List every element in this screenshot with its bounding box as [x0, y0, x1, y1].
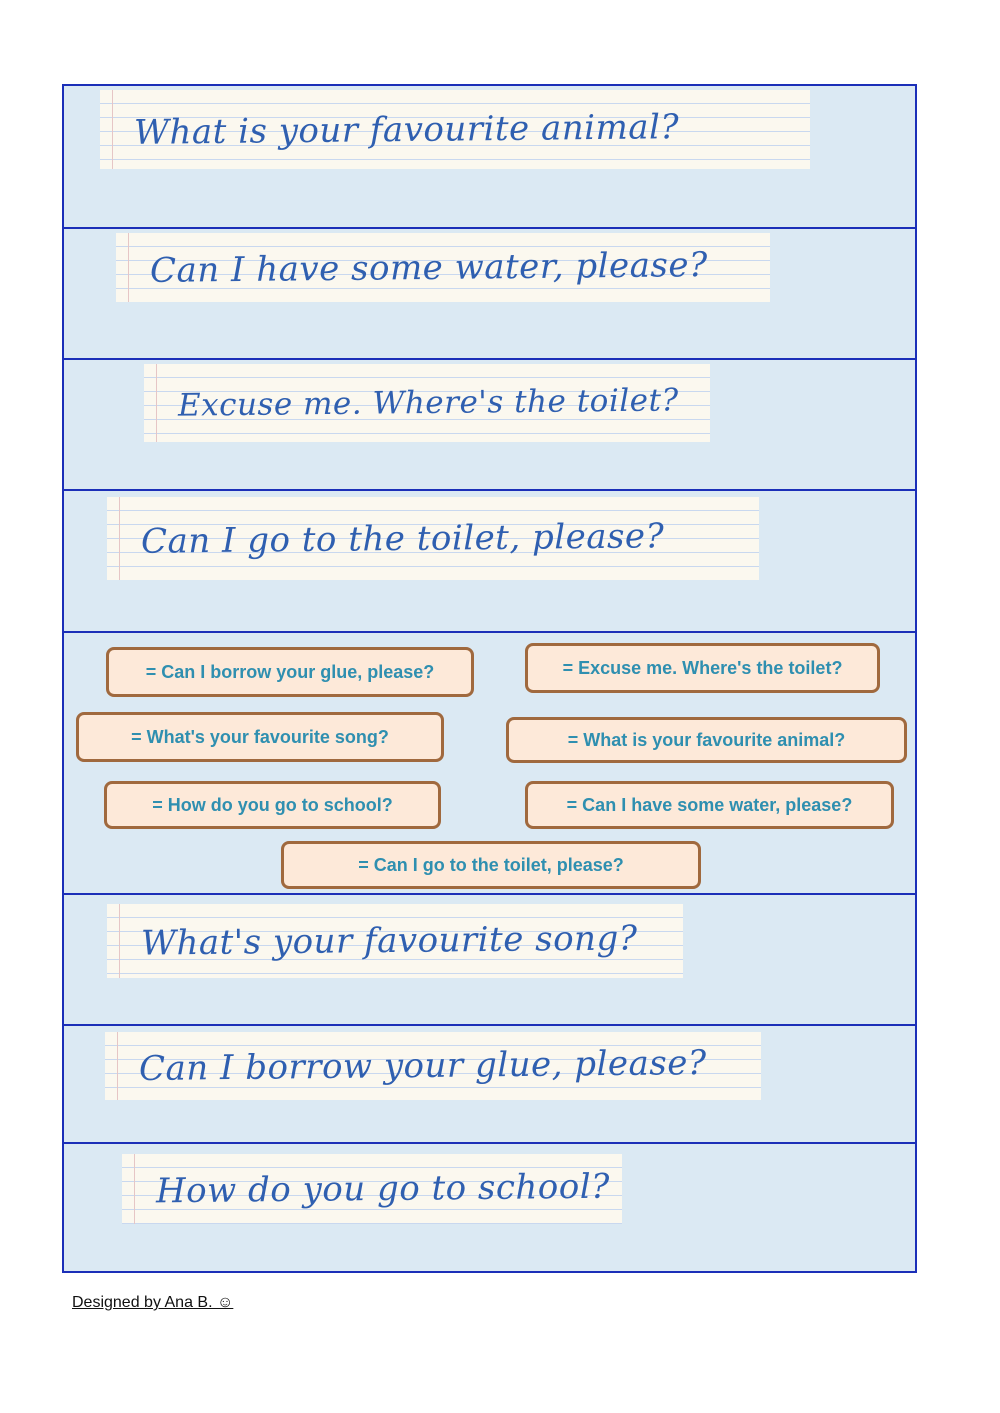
handwritten-question: Can I borrow your glue, please? [138, 1043, 707, 1089]
answer-chip[interactable]: = What's your favourite song? [76, 712, 444, 762]
question-row-6 [64, 1026, 915, 1144]
question-row-2 [64, 229, 915, 360]
handwritten-question: What's your favourite song? [140, 918, 638, 964]
handwritten-strip[interactable] [144, 364, 710, 442]
designer-credit: Designed by Ana B. ☺ [72, 1294, 234, 1311]
handwritten-question: Can I go to the toilet, please? [140, 515, 665, 562]
handwritten-strip[interactable] [100, 90, 810, 169]
answer-chip[interactable]: = Excuse me. Where's the toilet? [525, 643, 880, 693]
answer-chip[interactable]: = Can I go to the toilet, please? [281, 841, 701, 889]
handwritten-question: What is your favourite animal? [133, 106, 680, 153]
answer-chip[interactable]: = Can I have some water, please? [525, 781, 894, 829]
question-row-7 [64, 1144, 915, 1273]
answer-chip[interactable]: = How do you go to school? [104, 781, 441, 829]
question-row-4 [64, 491, 915, 633]
question-row-3 [64, 360, 915, 491]
handwritten-question: How do you go to school? [155, 1166, 611, 1212]
worksheet-grid [62, 84, 917, 1273]
handwritten-strip[interactable] [107, 904, 683, 978]
question-row-5 [64, 895, 915, 1026]
answer-options-row [64, 633, 915, 895]
handwritten-question: Can I have some water, please? [149, 244, 708, 291]
handwritten-question: Excuse me. Where's the toilet? [177, 382, 679, 424]
answer-chip[interactable]: = What is your favourite animal? [506, 717, 907, 763]
question-row-1 [64, 86, 915, 229]
handwritten-strip[interactable] [107, 497, 759, 580]
handwritten-strip[interactable] [105, 1032, 761, 1100]
answer-chip[interactable]: = Can I borrow your glue, please? [106, 647, 474, 697]
handwritten-strip[interactable] [122, 1154, 622, 1224]
handwritten-strip[interactable] [116, 233, 770, 302]
